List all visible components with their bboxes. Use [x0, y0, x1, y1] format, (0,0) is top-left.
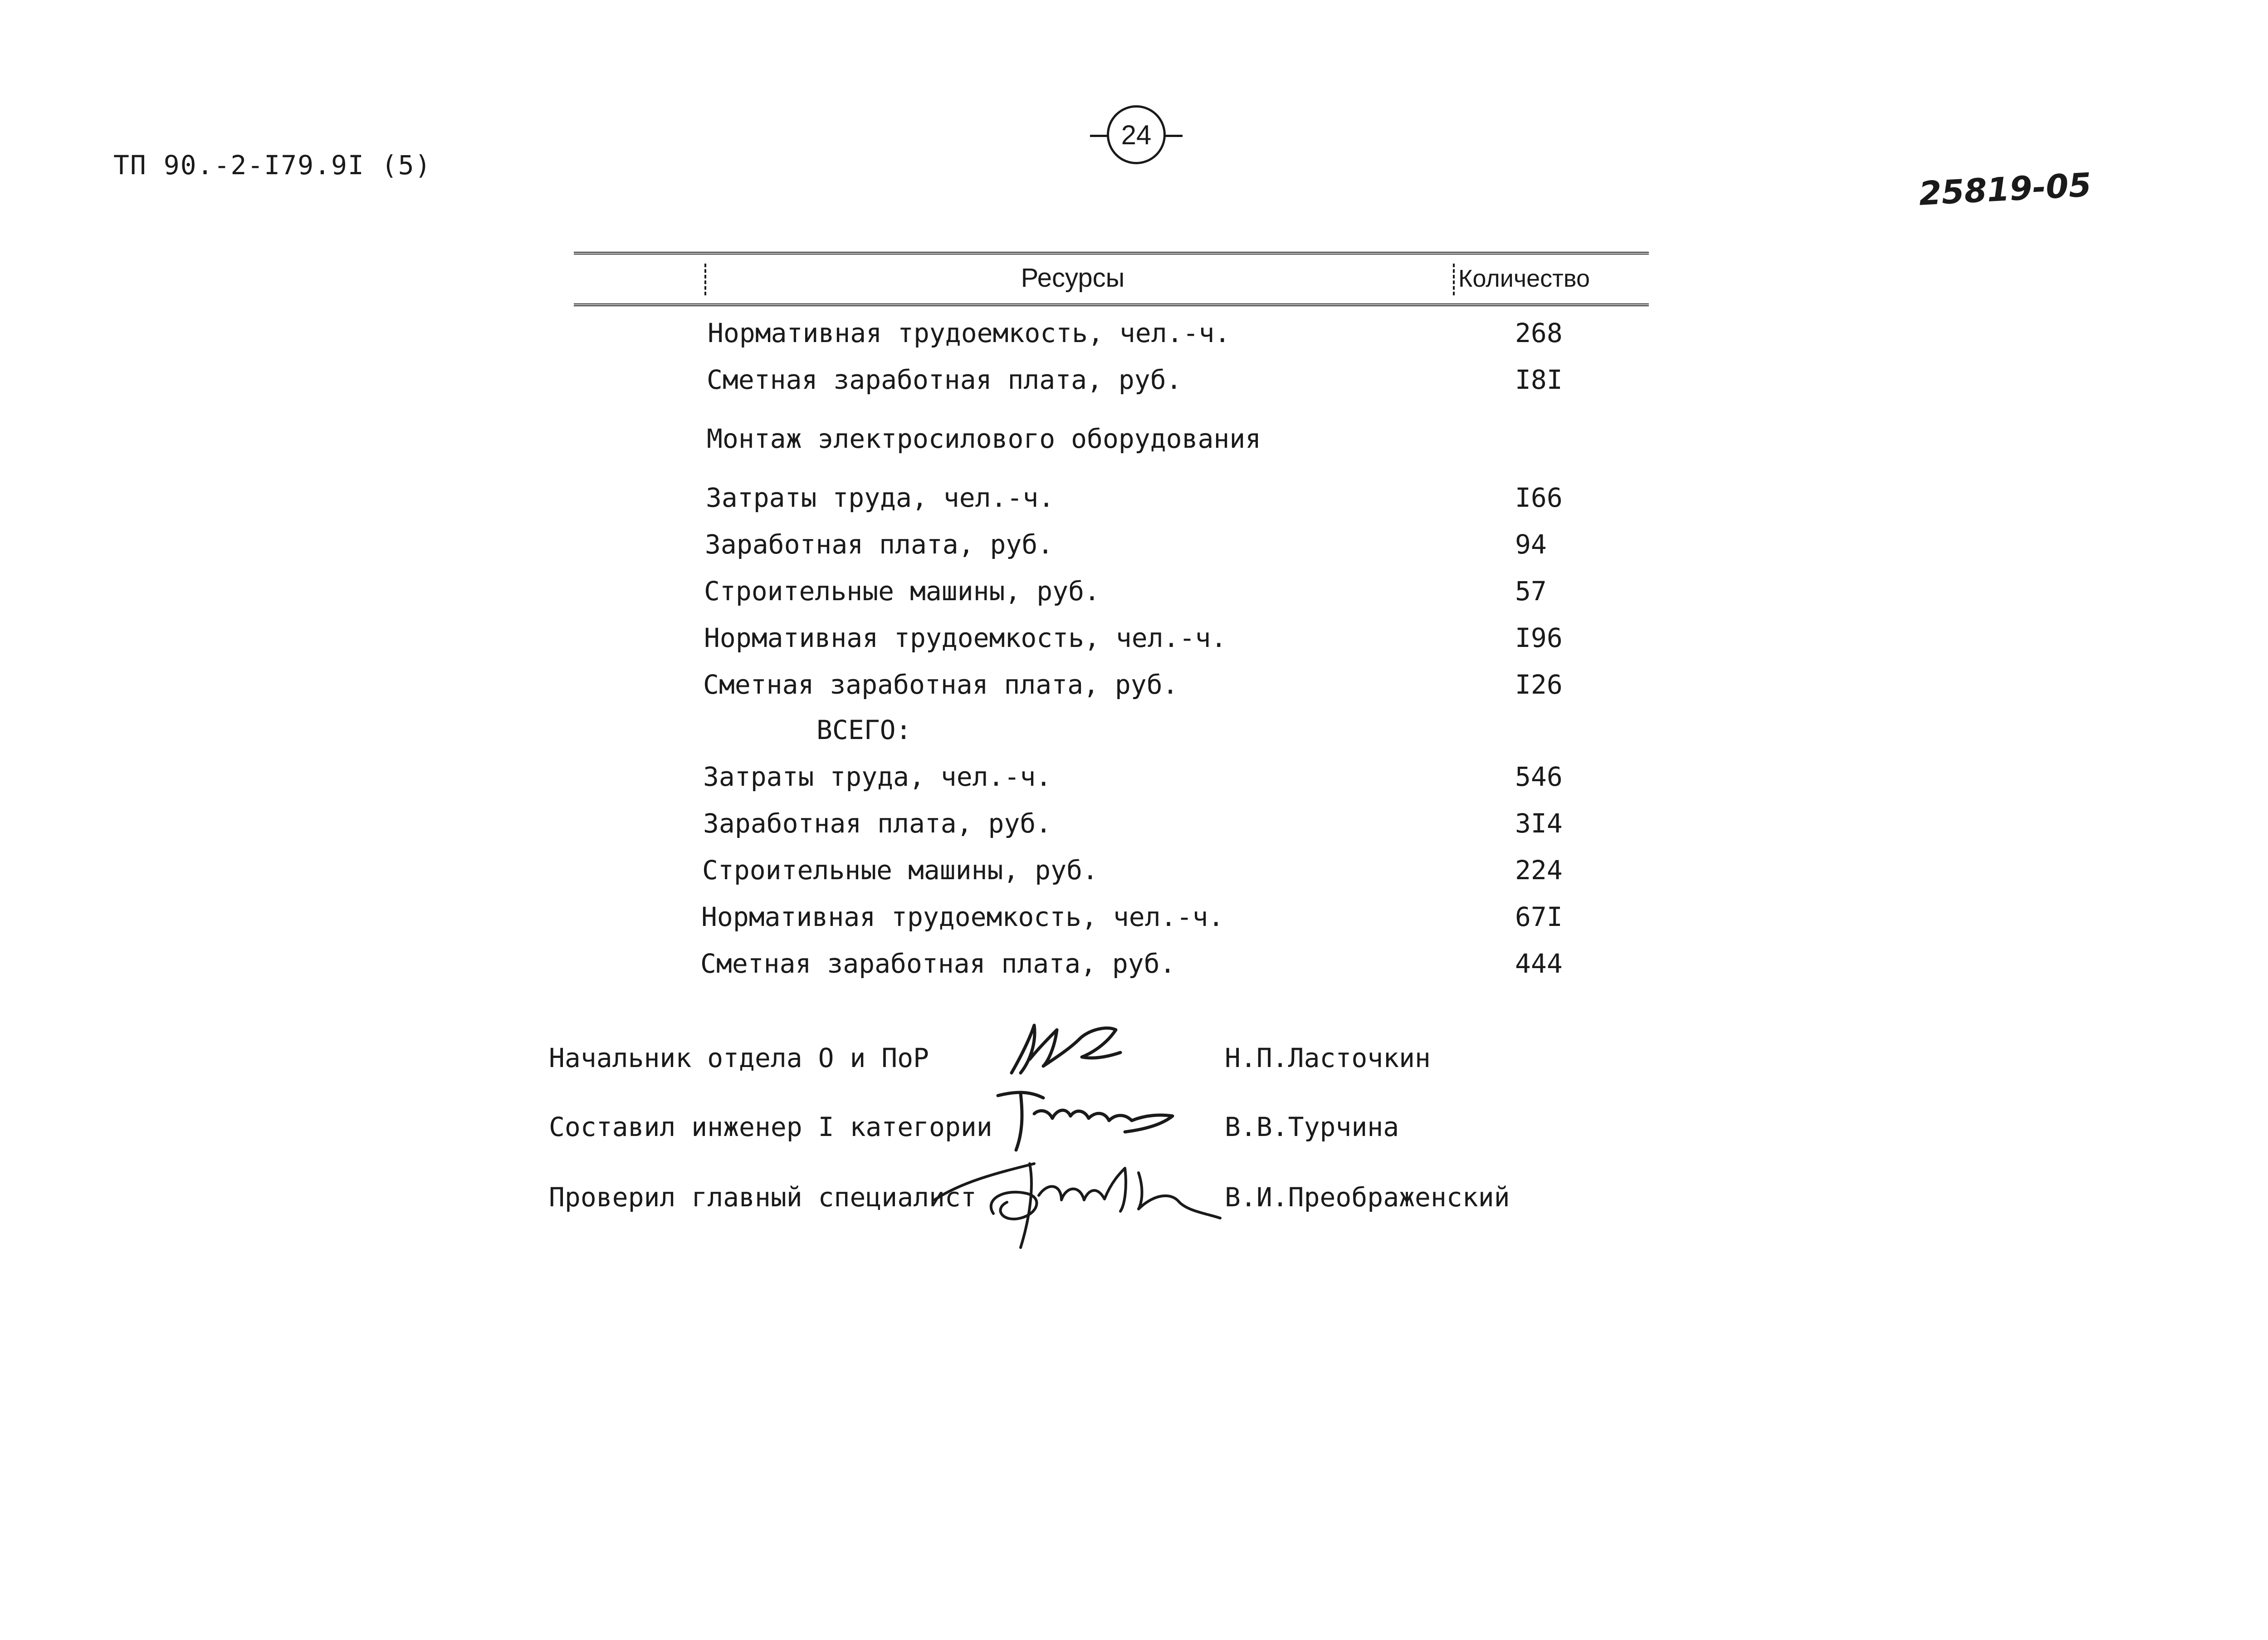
section-heading: Монтаж электросилового оборудования [707, 423, 1261, 454]
row-value: 224 [1515, 855, 1563, 886]
handwritten-signature [1002, 1016, 1129, 1080]
row-value: 67I [1515, 901, 1563, 932]
table-row [0, 622, 2268, 663]
table-row [0, 529, 2268, 570]
table-row [0, 318, 2268, 358]
table-row [0, 761, 2268, 802]
row-label: Сметная заработная плата, руб. [703, 669, 1178, 700]
row-value: I26 [1515, 669, 1563, 700]
page-number [1107, 105, 1166, 164]
table-row-section [0, 423, 2268, 464]
signer-title: Составил инженер I категории [549, 1111, 992, 1142]
handwritten-signature [925, 1146, 1225, 1254]
row-label: Нормативная трудоемкость, чел.-ч. [701, 901, 1224, 932]
table-row [0, 482, 2268, 523]
table-row [0, 901, 2268, 942]
row-label: Строительные машины, руб. [702, 855, 1098, 886]
row-value: I66 [1515, 482, 1563, 513]
row-value: 444 [1515, 948, 1563, 979]
row-value: 57 [1515, 576, 1547, 607]
archive-number: 25819-05 [1918, 166, 2092, 213]
table-row [0, 364, 2268, 405]
row-value: I8I [1515, 364, 1563, 395]
page-number-text: 24 [1121, 119, 1152, 150]
row-value: 546 [1515, 761, 1563, 792]
row-label: Сметная заработная плата, руб. [700, 948, 1176, 979]
table-row [0, 576, 2268, 617]
row-label: Строительные машины, руб. [704, 576, 1100, 607]
row-value: 94 [1515, 529, 1547, 560]
row-label: Затраты труда, чел.-ч. [703, 761, 1052, 792]
row-value: I96 [1515, 622, 1563, 653]
column-header-resources: Ресурсы [1021, 263, 1125, 293]
table-header [574, 252, 1649, 306]
document-code: ТП 90.-2-I79.9I (5) [113, 150, 432, 181]
table-row [0, 669, 2268, 710]
total-heading: ВСЕГО: [816, 715, 912, 745]
row-label: Затраты труда, чел.-ч. [706, 482, 1055, 513]
column-header-quantity: Количество [1458, 265, 1590, 292]
column-separator [1453, 264, 1455, 295]
handwritten-signature [989, 1087, 1179, 1155]
signature-row [0, 1043, 2268, 1088]
table-row [0, 808, 2268, 849]
signer-title: Проверил главный специалист [549, 1182, 977, 1213]
row-label: Нормативная трудоемкость, чел.-ч. [708, 318, 1231, 348]
signer-name: В.И.Преображенский [1225, 1182, 1510, 1213]
row-label: Сметная заработная плата, руб. [707, 364, 1182, 395]
table-row [0, 948, 2268, 989]
column-separator [704, 264, 706, 295]
row-label: Заработная плата, руб. [703, 808, 1052, 839]
row-label: Заработная плата, руб. [705, 529, 1054, 560]
row-value: 268 [1515, 318, 1563, 348]
row-value: 3I4 [1515, 808, 1563, 839]
signer-name: В.В.Турчина [1225, 1111, 1399, 1142]
table-row-total [0, 715, 2268, 755]
table-row [0, 855, 2268, 896]
signer-name: Н.П.Ласточкин [1225, 1043, 1431, 1073]
signer-title: Начальник отдела О и ПоР [549, 1043, 929, 1073]
row-label: Нормативная трудоемкость, чел.-ч. [704, 622, 1227, 653]
